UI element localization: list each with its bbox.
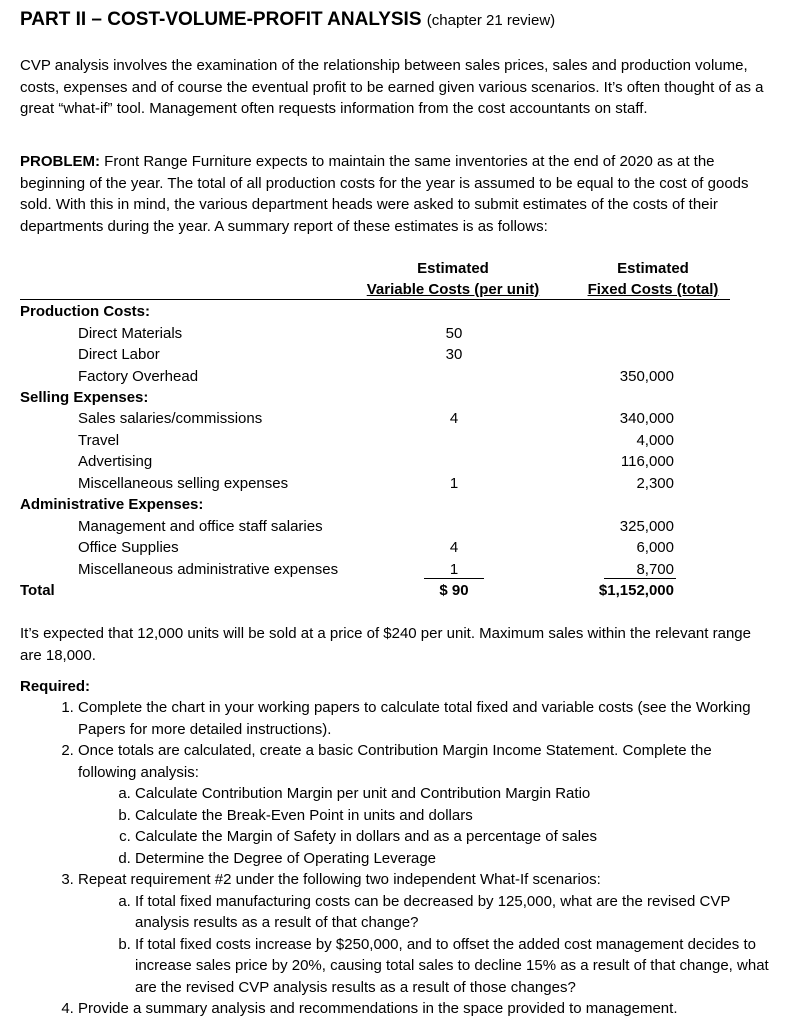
row-label: Sales salaries/commissions bbox=[78, 410, 263, 427]
problem-text: Front Range Furniture expects to maintain the same inventories at the end of 2020 as at the beginning of the year. The total of all production costs for the year is assumed to be equal to the cost of goods sold. With this in mind, the various department heads were asked to submit estimates of the costs of their departments during the year. A summary report of these estimates is as follows: bbox=[20, 153, 749, 235]
row-label: Management and office staff salaries bbox=[78, 518, 323, 535]
required-subitem: b. Calculate the Break-Even Point in units and dollars bbox=[135, 805, 770, 827]
required-sublist bbox=[78, 891, 770, 999]
intro-paragraph: CVP analysis involves the examination of the relationship between sales prices, sales and production volume, costs, expenses and of course the eventual profit to be earned given various scenarios. It’s often thought of as a great “what-if” tool. Management often requests information from the cost accountants on staff. bbox=[20, 57, 764, 117]
fixed-cost-cell: 2,300 bbox=[636, 475, 674, 492]
required-label: Required: bbox=[20, 678, 91, 695]
title-main: PART II – COST-VOLUME-PROFIT ANALYSIS bbox=[20, 9, 422, 30]
variable-total: $ 90 bbox=[439, 582, 469, 599]
variable-cost-cell: 30 bbox=[445, 346, 463, 363]
row-label: Direct Materials bbox=[78, 325, 183, 342]
fixed-costs-header: Estimated Fixed Costs (total) bbox=[587, 260, 719, 298]
fixed-total: $1,152,000 bbox=[598, 582, 674, 599]
row-label: Miscellaneous selling expenses bbox=[78, 475, 289, 492]
fixed-cost-cell: 4,000 bbox=[636, 432, 674, 449]
fixed-cost-cell: 8,700 bbox=[636, 561, 674, 578]
required-subitem: d. Determine the Degree of Operating Leverage bbox=[135, 848, 770, 870]
fixed-cost-cell: 6,000 bbox=[636, 539, 674, 556]
title-subtitle: (chapter 21 review) bbox=[426, 12, 556, 29]
page-title bbox=[20, 8, 555, 33]
required-item: 4. Provide a summary analysis and recommendations in the space provided to management. bbox=[78, 998, 770, 1020]
header-divider bbox=[20, 299, 730, 300]
variable-sum-rule bbox=[424, 578, 484, 579]
fixed-cost-cell: 350,000 bbox=[619, 368, 674, 385]
required-item: 1. Complete the chart in your working papers to calculate total fixed and variable costs (see the Working Papers for more detailed instructions). bbox=[78, 697, 770, 740]
variable-cost-cell: 4 bbox=[449, 410, 459, 427]
variable-cost-cell: 4 bbox=[449, 539, 459, 556]
section-label-administrative: Administrative Expenses: bbox=[20, 496, 204, 513]
row-label: Advertising bbox=[78, 453, 153, 470]
row-label: Miscellaneous administrative expenses bbox=[78, 561, 339, 578]
section-label-selling: Selling Expenses: bbox=[20, 389, 149, 406]
required-subitem: a. Calculate Contribution Margin per unit and Contribution Margin Ratio bbox=[135, 783, 770, 805]
row-label: Factory Overhead bbox=[78, 368, 199, 385]
row-label: Travel bbox=[78, 432, 120, 449]
variable-cost-cell: 50 bbox=[445, 325, 463, 342]
required-item: 2. Once totals are calculated, create a basic Contribution Margin Income Statement. Complete the following analysis: a. Calculate Contribution Margin per unit and Contribution Margin Ratio b. Calculate the Break-Even Point in units and dollars c. Calculate the Margin of Safety in dollars and as a percentage of sales d. Determine the Degree of Operating Leverage bbox=[78, 740, 770, 869]
total-label: Total bbox=[20, 582, 55, 599]
required-item: 3. Repeat requirement #2 under the following two independent What-If scenarios: a. If total fixed manufacturing costs can be decreased by 125,000, what are the revised CVP analysis results as a result of that change? b. If total fixed costs increase by $250,000, and to offset the added cost management decides to increase sales price by 20%, causing total sales to decline 15% as a result of that change, what are the revised CVP analysis results as a result of those changes? bbox=[78, 869, 770, 998]
fixed-cost-cell: 340,000 bbox=[619, 410, 674, 427]
required-subitem: a. If total fixed manufacturing costs can be decreased by 125,000, what are the revised CVP analysis results as a result of that change? bbox=[135, 891, 770, 934]
fixed-cost-cell: 325,000 bbox=[619, 518, 674, 535]
problem-paragraph bbox=[20, 151, 770, 237]
problem-label: PROBLEM: bbox=[20, 153, 100, 170]
expected-sales-paragraph: It’s expected that 12,000 units will be sold at a price of $240 per unit. Maximum sales within the relevant range are 18,000. bbox=[20, 625, 751, 664]
fixed-sum-rule bbox=[604, 578, 676, 579]
required-subitem: b. If total fixed costs increase by $250,000, and to offset the added cost management decides to increase sales price by 20%, causing total sales to decline 15% as a result of that change, what are the revised CVP analysis results as a result of those changes? bbox=[135, 934, 770, 999]
row-label: Office Supplies bbox=[78, 539, 179, 556]
fixed-cost-cell: 116,000 bbox=[620, 453, 674, 470]
required-sublist bbox=[78, 783, 770, 869]
variable-cost-cell: 1 bbox=[449, 561, 459, 578]
row-label: Direct Labor bbox=[78, 346, 160, 363]
variable-costs-header: Estimated Variable Costs (per unit) bbox=[366, 260, 540, 298]
variable-cost-cell: 1 bbox=[449, 475, 459, 492]
required-list bbox=[20, 697, 770, 1020]
section-label-production: Production Costs: bbox=[20, 303, 150, 320]
required-subitem: c. Calculate the Margin of Safety in dollars and as a percentage of sales bbox=[135, 826, 770, 848]
